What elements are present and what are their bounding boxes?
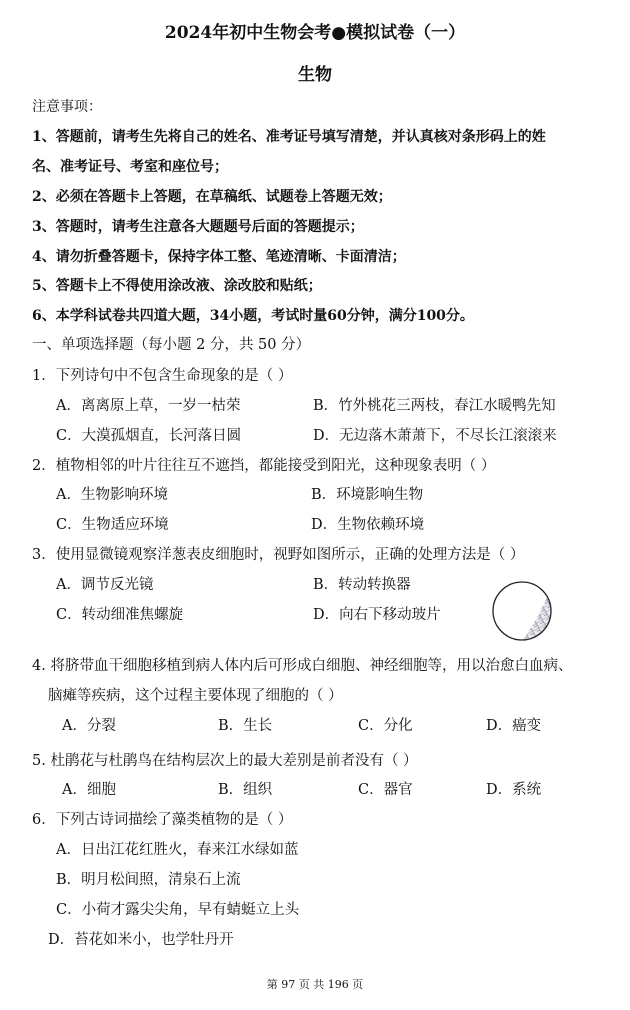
question-3-stem: 3．使用显微镜观察洋葱表皮细胞时，视野如图所示，正确的处理方法是（ ） [32, 547, 525, 563]
note-line: 名、准考证号、考室和座位号； [32, 159, 228, 175]
question-3-option-a: A．调节反光镜 [56, 577, 154, 593]
question-4-stem-continued: 脑瘫等疾病，这个过程主要体现了细胞的（ ） [48, 688, 343, 704]
note-line: 1、答题前，请考生先将自己的姓名、准考证号填写清楚，并认真核对条形码上的姓 [32, 129, 546, 145]
subject-title: 生物 [298, 65, 332, 85]
notes-heading: 注意事项： [32, 99, 102, 115]
question-6-option-a: A．日出江花红胜火，春来江水绿如蓝 [56, 842, 299, 858]
question-5-option-b: B．组织 [218, 782, 273, 798]
question-2-option-b: B．环境影响生物 [311, 487, 424, 503]
question-6-option-c: C．小荷才露尖尖角，早有蜻蜓立上头 [56, 902, 300, 918]
question-4-option-c: C．分化 [358, 718, 413, 734]
question-4-option-d: D．癌变 [486, 718, 542, 734]
question-5-option-c: C．器官 [358, 782, 413, 798]
question-3-option-c: C．转动细准焦螺旋 [56, 607, 184, 623]
note-line: 2、必须在答题卡上答题，在草稿纸、试题卷上答题无效； [32, 189, 392, 205]
page-footer: 第 97 页 共 196 页 [266, 978, 364, 991]
note-line: 5、答题卡上不得使用涂改液、涂改胶和贴纸； [32, 278, 322, 294]
question-3-option-b: B．转动转换器 [313, 577, 411, 593]
question-4-option-b: B．生长 [218, 718, 273, 734]
question-2-option-a: A．生物影响环境 [56, 487, 168, 503]
question-4-option-a: A．分裂 [62, 718, 116, 734]
question-2-stem: 2．植物相邻的叶片往往互不遮挡，都能接受到阳光，这种现象表明（ ） [32, 458, 496, 474]
question-1-option-c: C．大漠孤烟直，长河落日圆 [56, 428, 242, 444]
note-line: 6、本学科试卷共四道大题，34小题，考试时量60分钟，满分100分。 [32, 308, 474, 324]
exam-title: 2024年初中生物会考●模拟试卷（一） [164, 23, 466, 43]
question-1-option-b: B．竹外桃花三两枝，春江水暖鸭先知 [313, 398, 556, 414]
question-2-option-c: C．生物适应环境 [56, 517, 169, 533]
note-line: 4、请勿折叠答题卡，保持字体工整、笔迹清晰、卡面清洁； [32, 249, 406, 265]
section-title: 一、单项选择题（每小题 2 分，共 50 分） [32, 337, 311, 353]
question-5-option-d: D．系统 [486, 782, 542, 798]
question-6-option-b: B．明月松间照，清泉石上流 [56, 872, 241, 888]
question-2-option-d: D．生物依赖环境 [311, 517, 425, 533]
question-5-stem: 5. 杜鹃花与杜鹃鸟在结构层次上的最大差别是前者没有（ ） [32, 753, 418, 769]
note-line: 3、答题时，请考生注意各大题题号后面的答题提示； [32, 219, 364, 235]
question-3-option-d: D．向右下移动玻片 [313, 607, 441, 623]
microscope-field-figure [491, 580, 553, 642]
question-6-stem: 6．下列古诗词描绘了藻类植物的是（ ） [32, 812, 293, 828]
question-1-stem: 1．下列诗句中不包含生命现象的是（ ） [32, 368, 293, 384]
question-6-option-d: D．苔花如米小，也学牡丹开 [48, 932, 234, 948]
question-5-option-a: A．细胞 [62, 782, 116, 798]
question-1-option-a: A．离离原上草，一岁一枯荣 [56, 398, 241, 414]
question-4-stem: 4. 将脐带血干细胞移植到病人体内后可形成白细胞、神经细胞等，用以治愈白血病、 [32, 658, 573, 674]
question-1-option-d: D．无边落木萧萧下，不尽长江滚滚来 [313, 428, 557, 444]
